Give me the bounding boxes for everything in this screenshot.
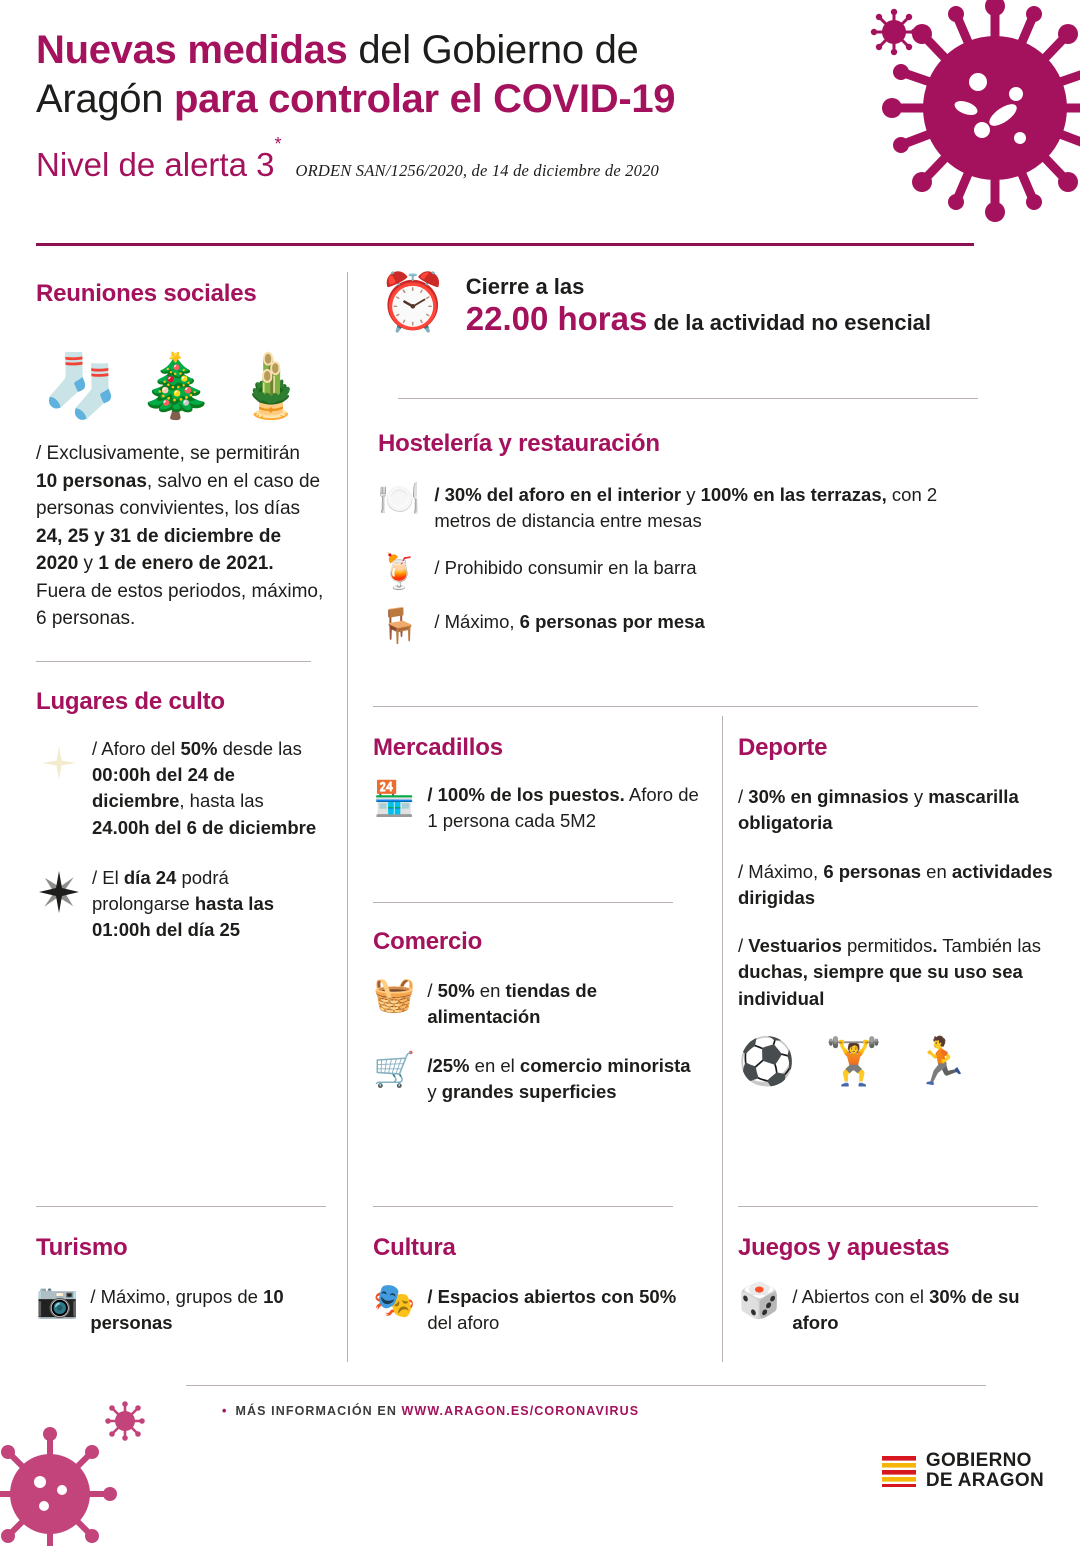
alert-level-asterisk: * (274, 133, 282, 154)
divider-bottom-right (738, 1206, 1038, 1207)
culture-item (373, 1284, 703, 1337)
dice-stack-icon: 🎲 (738, 1282, 781, 1320)
alarm-clock-icon: ⏰ (378, 270, 448, 333)
order-reference: ORDEN SAN/1256/2020, de 14 de diciembre de 2020 (295, 160, 659, 180)
page-header (36, 26, 876, 184)
room-service-icon: 🍽️ (378, 480, 421, 518)
alert-level (36, 133, 282, 184)
government-name (926, 1451, 1044, 1492)
hospitality-text-3: / Máximo, 6 personas por mesa (434, 610, 705, 632)
divider-bottom-mid (373, 1206, 673, 1207)
gaming-heading: Juegos y apuestas (738, 1234, 950, 1261)
hospitality-text-1: / 30% del aforo en el interior y 100% en las terrazas, con 2 metros de distancia entre mesas (434, 484, 938, 532)
coronavirus-small-footer-icon (104, 1400, 146, 1442)
hospitality-section (378, 430, 998, 643)
government-logo (882, 1451, 1044, 1492)
tourism-text: / Máximo, grupos de 10 personas (90, 1286, 284, 1334)
title-highlight-1: Nuevas medidas (36, 28, 348, 72)
divider-bottom-left (36, 1206, 326, 1207)
closing-time-rest: de la actividad no esencial (647, 310, 932, 335)
worship-item-1 (36, 736, 326, 841)
footer-url[interactable]: WWW.ARAGON.ES/CORONAVIRUS (401, 1404, 640, 1418)
sports-text-2: / Máximo, 6 personas en actividades dirigidas (738, 860, 1053, 908)
worship-heading: Lugares de culto (36, 687, 225, 715)
sports-icons (738, 1034, 1058, 1087)
theatre-masks-icon: 🎭 (373, 1282, 416, 1320)
coronavirus-small-icon (870, 8, 918, 56)
title-highlight-2: para controlar el COVID-19 (174, 76, 676, 121)
tourism-heading: Turismo (36, 1234, 128, 1261)
tourism-item (36, 1284, 336, 1337)
sparkle-star-icon (36, 740, 82, 786)
commerce-item-1 (373, 978, 703, 1031)
table-chairs-icon: 🪑 (378, 606, 421, 645)
government-line-1: GOBIERNO (925, 1449, 1032, 1471)
header-divider (36, 243, 974, 246)
divider-hospitality (373, 706, 978, 707)
hospitality-text-2: / Prohibido consumir en la barra (434, 556, 697, 578)
culture-text: / Espacios abiertos con 50% del aforo (427, 1286, 677, 1334)
gaming-item (738, 1284, 1058, 1337)
commerce-section (373, 928, 703, 1105)
closing-time-block (378, 270, 978, 339)
column-divider-2 (722, 716, 723, 1362)
worship-text-1: / Aforo del 50% desde las 00:00h del 24 de diciembre, hasta las 24.00h del 6 de diciembre (92, 737, 317, 838)
hospitality-item-1 (378, 482, 998, 535)
sports-heading: Deporte (738, 734, 828, 761)
footer-info-label: MÁS INFORMACIÓN EN (235, 1404, 402, 1418)
market-stall-icon: 🏪 (373, 780, 416, 818)
government-line-2: DE ARAGON (925, 1470, 1044, 1492)
markets-commerce-column (373, 734, 703, 835)
shopping-basket-icon: 🧺 (373, 976, 416, 1014)
cocktail-icon: 🍹 (378, 552, 421, 591)
markets-item-1 (373, 782, 703, 835)
worship-text-2: / El día 24 podrá prolongarse hasta las 01:00h del día 25 (92, 866, 275, 941)
worship-item-2 (36, 865, 326, 944)
alert-level-text: Nivel de alerta 3 (36, 145, 275, 183)
title-plain-1: del Gobierno de (347, 28, 639, 72)
footer-info (222, 1404, 639, 1418)
camera-icon: 📷 (36, 1282, 79, 1320)
alert-level-row (36, 133, 876, 184)
closing-time-value: 22.00 horas (465, 300, 648, 337)
page-title-line-1 (36, 26, 876, 75)
column-divider-1 (347, 272, 348, 1362)
culture-heading: Cultura (373, 1234, 456, 1261)
hospitality-heading: Hostelería y restauración (378, 430, 660, 457)
weight-lifter-icon: 🏋️ (825, 1034, 883, 1087)
soccer-ball-icon: ⚽ (738, 1034, 796, 1087)
closing-time (466, 300, 931, 339)
star-burst-icon (36, 869, 82, 915)
shopping-cart-icon: 🛒 (373, 1050, 416, 1089)
culture-section (373, 1234, 703, 1337)
hospitality-item-2 (378, 552, 998, 591)
social-gatherings-section (36, 280, 326, 944)
tourism-section (36, 1234, 336, 1337)
commerce-heading: Comercio (373, 928, 483, 955)
closing-label: Cierre a las (465, 274, 585, 299)
commerce-text-1: / 50% en tiendas de alimentación (427, 980, 598, 1028)
social-icons (42, 326, 326, 421)
christmas-bauble-icon: 🎍 (232, 352, 310, 421)
sports-text-3: / Vestuarios permitidos. También las duchas, siempre que su uso sea individual (738, 935, 1042, 1009)
christmas-tree-icon: 🎄 (137, 352, 215, 421)
commerce-text-2: /25% en el comercio minorista y grandes superficies (427, 1054, 691, 1102)
runner-icon: 🏃 (912, 1034, 970, 1087)
aragon-flag-icon (882, 1454, 916, 1488)
title-plain-2: Aragón (36, 76, 174, 121)
sports-section (738, 734, 1058, 1087)
christmas-stocking-icon: 🧦 (42, 352, 120, 421)
divider-markets (373, 902, 673, 903)
social-text: / Exclusivamente, se permitirán 10 personas, salvo en el caso de personas convivientes, los días 24, 25 y 31 de diciembre de 2020 y 1 de enero de 2021. Fuera de estos periodos, máximo, 6 personas. (36, 443, 324, 630)
social-heading: Reuniones sociales (36, 280, 257, 307)
markets-heading: Mercadillos (373, 734, 503, 761)
commerce-item-2 (373, 1050, 703, 1106)
hospitality-item-3 (378, 606, 998, 645)
footer-bullet: • (222, 1404, 228, 1418)
markets-text-1: / 100% de los puestos. Aforo de 1 persona cada 5M2 (427, 784, 699, 832)
gaming-text: / Abiertos con el 30% de su aforo (792, 1286, 1020, 1334)
divider-closing (398, 398, 978, 399)
page-title-line-2 (36, 75, 876, 124)
sports-text-1: / 30% en gimnasios y mascarilla obligatoria (738, 786, 1019, 834)
left-divider-1 (36, 661, 311, 662)
footer-divider (186, 1385, 986, 1386)
gaming-section (738, 1234, 1058, 1337)
